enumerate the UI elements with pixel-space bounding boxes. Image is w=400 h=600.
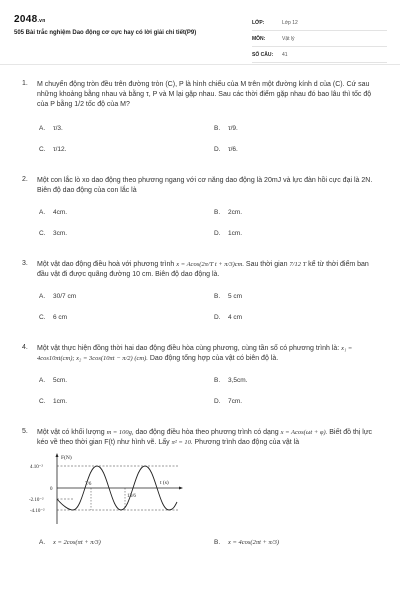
question-5: [0, 428, 400, 553]
y-axis-arrow-icon: [56, 453, 59, 457]
t-mark-label: 13/6: [127, 494, 136, 499]
y-tick-label: 0: [50, 487, 53, 492]
mass-expression: m = 100g,: [106, 429, 134, 436]
meta-row-count: [252, 47, 387, 63]
answer-option-a[interactable]: A. 30/7 cm: [39, 293, 77, 300]
document-header: [0, 0, 400, 62]
y-tick-label: -4.10⁻²: [30, 509, 45, 514]
x-axis-label: t (s): [160, 480, 169, 486]
answer-option-a[interactable]: A. 5cm.: [39, 377, 68, 384]
meta-label: MÔN:: [252, 35, 266, 42]
question-text: Một con lắc lò xo dao động theo phương ngang với cơ năng dao động là 20mJ và lực đàn hồi cực đại là 2N. Biên độ dao động của con lắc là: [37, 177, 373, 194]
answer-option-d[interactable]: D. 7cm.: [214, 398, 243, 405]
answer-options: [39, 532, 374, 553]
answer-option-d[interactable]: D. 1cm.: [214, 230, 243, 237]
answer-option-a[interactable]: A. τ/3.: [39, 125, 63, 132]
question-number: 3.: [22, 260, 28, 267]
answer-option-b[interactable]: B. 5 cm: [214, 293, 243, 300]
y-tick-label: -2.10⁻²: [29, 498, 44, 503]
answer-options: [39, 370, 374, 412]
meta-label: SỐ CÂU:: [252, 51, 274, 58]
answer-options: [39, 118, 374, 160]
question-1: [0, 80, 400, 160]
question-text: Một vật thực hiện đồng thời hai dao động điều hòa cùng phương, cùng tần số có phương trình là: x₁ = 4cos10πt(cm); x₂ = 3cos(10πt − π/2) (cm). Dao động tổng hợp của vật có biên độ là.: [37, 345, 353, 362]
equation: x = Acos(ωt + φ).: [280, 429, 328, 436]
question-number: 2.: [22, 176, 28, 183]
y-tick-label: 4.10⁻²: [30, 465, 43, 470]
question-4: [0, 344, 400, 412]
force-time-graph: [29, 452, 189, 528]
meta-value: Vật lý: [282, 35, 295, 42]
question-text: Một vật có khối lượng m = 100g, dao động điều hòa theo phương trình có dạng x = Acos(ωt + φ). Biết đồ thị lực kéo về theo thời gian F(t) như hình vẽ. Lấy π² = 10. Phương trình dao động của vật là: [37, 429, 373, 446]
answer-options: [39, 286, 374, 328]
meta-label: LỚP:: [252, 19, 265, 26]
meta-value: Lớp 12: [282, 19, 298, 26]
question-text: M chuyển động tròn đều trên đường tròn (C), P là hình chiếu của M trên một đường kính d của (C). Cứ sau những khoảng bằng nhau và bằng τ, P và M lại gặp nhau. Sau các thời điểm gặp nhau đó bao lâu thì tốc độ của P bằng 1/2 tốc độ của M?: [37, 81, 372, 108]
answer-option-c[interactable]: C. 6 cm: [39, 314, 68, 321]
answer-option-d[interactable]: D. 4 cm: [214, 314, 243, 321]
pi-squared: π² = 10.: [171, 439, 193, 446]
meta-value: 41: [282, 51, 288, 58]
meta-table: [252, 15, 387, 63]
question-3: [0, 260, 400, 328]
answer-option-c[interactable]: C. 3cm.: [39, 230, 68, 237]
question-list: [0, 80, 400, 553]
answer-option-a[interactable]: A. x = 2cos(πt + π/3): [39, 539, 101, 546]
equation: x₁ = 4cos10πt(cm); x₂ = 3cos(10πt − π/2) (cm).: [37, 345, 353, 362]
meta-row-class: [252, 15, 387, 31]
question-number: 1.: [22, 80, 28, 87]
page-title: 505 Bài trắc nghiệm Dao động cơ cực hay có lời giải chi tiết(P9): [14, 30, 197, 36]
question-number: 5.: [22, 428, 28, 435]
header-divider: [0, 64, 400, 65]
y-axis-label: F(N): [61, 455, 72, 461]
answer-option-b[interactable]: B. τ/9.: [214, 125, 238, 132]
meta-row-subject: [252, 31, 387, 47]
answer-option-c[interactable]: C. τ/12.: [39, 146, 67, 153]
answer-option-d[interactable]: D. τ/6.: [214, 146, 238, 153]
site-logo[interactable]: 2048.vn: [14, 14, 46, 25]
equation: x = Acos(2π/T t + π/3)cm.: [176, 261, 244, 268]
answer-options: [39, 202, 374, 244]
t-mark-label: 7/6: [85, 482, 92, 487]
answer-option-b[interactable]: B. x = 4cos(2πt + π/3): [214, 539, 280, 546]
answer-option-a[interactable]: A. 4cm.: [39, 209, 68, 216]
answer-option-b[interactable]: B. 2cm.: [214, 209, 243, 216]
question-number: 4.: [22, 344, 28, 351]
question-text: Một vật dao động điều hoà với phương trình x = Acos(2π/T t + π/3)cm. Sau thời gian 7/12 T kể từ thời điểm ban đầu vật đi được quãng đường 10 cm. Biên độ dao động là.: [37, 261, 369, 278]
question-2: [0, 176, 400, 244]
answer-option-b[interactable]: B. 3,5cm.: [214, 377, 248, 384]
answer-option-c[interactable]: C. 1cm.: [39, 398, 68, 405]
x-axis-arrow-icon: [179, 487, 183, 490]
time-expression: 7/12 T: [289, 261, 307, 268]
